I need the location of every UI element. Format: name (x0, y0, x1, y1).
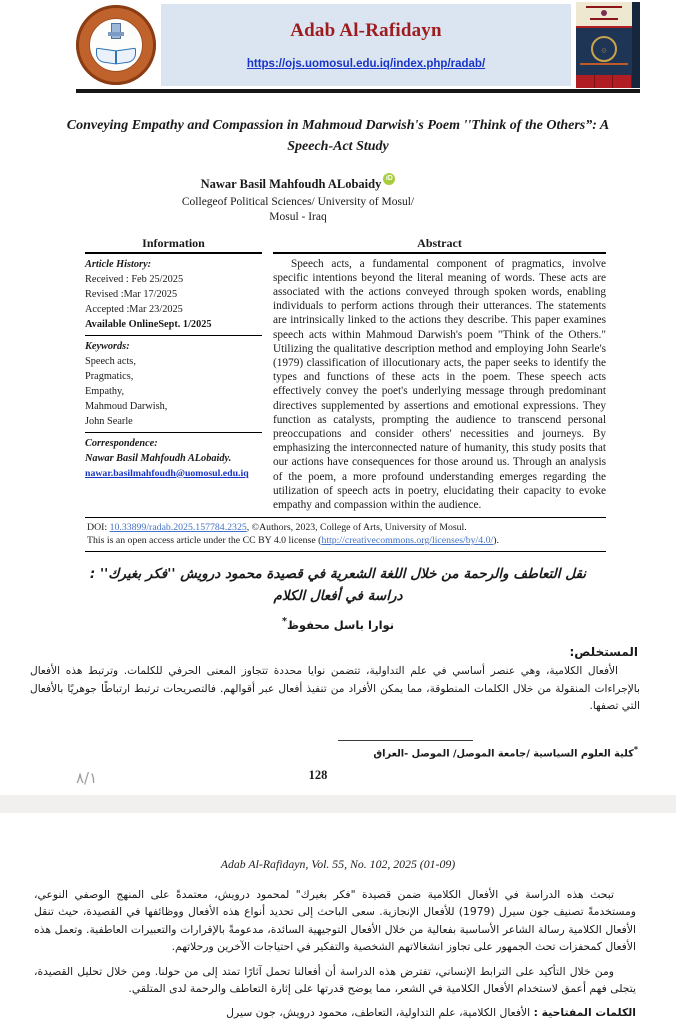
page-number: 128 (308, 767, 328, 782)
arabic-keywords-label: الكلمات المفتاحية : (533, 1005, 636, 1019)
arabic-calligraphy-medallion-icon: ۞ (591, 36, 617, 62)
keyword-item: Mahmoud Darwish, (85, 400, 168, 412)
license-line (87, 534, 604, 547)
license-suffix: ). (493, 535, 499, 547)
keyword-item: Speech acts, (85, 355, 136, 367)
cover-calligraphy-block (576, 28, 632, 75)
arabic-author-name: نوارا باسل محفوظ* (281, 616, 395, 633)
footnote-mark: * (633, 744, 638, 754)
viewer-page-indicator: ٨/١ (76, 769, 98, 787)
author-affiliation: Collegeof Political Sciences/ University of Mosul/ (181, 195, 415, 208)
abstract-heading: Abstract (273, 236, 606, 254)
abstract-text: Speech acts, a fundamental component of pragmatics, involve specific intentions beyond the literal meaning of words. These acts are associated with the actions conveyed through spoken words, enabling individuals to perform actions through their utterances. The statements are intrinsically linked to the actions they describe. This paper examines speech acts within Mahmoud Darwish's poem "Think of the Others." Utilizing the qualitative description method and employing John Searle's (1979) classification of illocutionary acts, the paper seeks to identify the types and functions of these acts in the poem. These speech acts effectively convey the poet's underlying message through predominant directives supplemented by assertions and emotional expressions. They function as catalysts, prompting the audience to transcend personal preoccupations and consider others' necessities and journeys. By emphasizing the interconnected nature of humanity, this study posits that our actions have consequences for those around us. Through an analysis of the poem, a more profound understanding emerges regarding the utilization of speech acts in poetry, elucidating their capacity to evoke empathy and compassion within the audience. (273, 257, 606, 512)
arabic-footnote: *كلية العلوم السياسية /جامعة الموصل/ الموصل -العراق (373, 744, 638, 759)
scanned-page-2 (0, 857, 676, 1024)
journal-cover-thumbnail-icon (576, 2, 640, 88)
author-name: Nawar Basil Mahfoudh ALobaidy (200, 177, 382, 191)
divider (85, 335, 262, 336)
open-book-icon (96, 47, 136, 63)
accepted-date: Accepted :Mar 23/2025 (85, 303, 183, 315)
doi-rest: , ©Authors, 2023, College of Arts, University of Mosul. (246, 522, 467, 534)
keywords-label: Keywords: (85, 340, 130, 352)
journal-url-link[interactable]: https://ojs.uomosul.edu.iq/index.php/radab/ (246, 58, 486, 70)
license-prefix: This is an open access article under the CC BY 4.0 license ( (87, 535, 322, 547)
received-date: Received : Feb 25/2025 (85, 273, 184, 285)
divider (85, 432, 262, 433)
journal-title: Adab Al-Rafidayn (290, 20, 442, 41)
keyword-item: John Searle (85, 415, 133, 427)
information-panel (85, 236, 262, 513)
correspondence-email-link[interactable]: nawar.basilmahfoudh@uomosul.edu.iq (85, 467, 249, 479)
abstract-panel (273, 236, 606, 513)
university-of-mosul-logo-icon (76, 5, 156, 85)
revised-date: Revised :Mar 17/2025 (85, 288, 178, 300)
information-heading: Information (85, 236, 262, 254)
correspondence-label: Correspondence: (85, 437, 158, 449)
cover-ministry-block (576, 2, 632, 28)
author-location: Mosul - Iraq (269, 211, 327, 224)
cover-spine (632, 2, 640, 88)
arabic-paragraph-1: تبحث هذه الدراسة في الأفعال الكلامية ضمن قصيدة "فكر بغيرك" لمحمود درويش، معتمدةً على المنهج الوصفي النوعي، ومستخدمةً تصنيف جون سيرل (1979) للأفعال الإنجازية. سعى الباحث إلى تحديد أنواع هذه الأفعال ووظائفها في القصيدة، حيث تنقل الأفعال الكلامية رسالة الشاعر الأساسية بفعالية من خلال الأفعال التوجيهية السائدة، مدعومةً بالإقرارات والتعبيرات العاطفية. وتعمل هذه الأفعال كمحفزات تحث الجمهور على تجاوز انشغالاتهم الشخصية والتفكير في احتياجات الآخرين ورحلاتهم. (34, 888, 636, 953)
keyword-item: Empathy, (85, 385, 125, 397)
journal-banner (161, 4, 571, 86)
arabic-abstract-label: المستخلص: (569, 645, 638, 660)
footnote-divider (338, 740, 473, 741)
arabic-keywords-line (34, 1006, 636, 1019)
doi-label: DOI: (87, 522, 110, 534)
cover-issue-band (576, 75, 632, 88)
arabic-title-line2: دراسة في أفعال الكلام (273, 587, 403, 604)
paper-title: Conveying Empathy and Compassion in Mahmoud Darwish's Poem ''Think of the Others”: A Speech-Act Study (66, 118, 610, 154)
arabic-title (40, 564, 636, 607)
arabic-abstract-text: الأفعال الكلامية، وهي عنصر أساسي في علم التداولية، تتضمن نوايا محددة تتجاوز المعنى الحرفي للكلمات. وترتبط هذه الأفعال بالإجراءات المنقولة من خلال الكلمات المنطوقة، مما يمكن الأفراد من تنفيذ أفعال عبر أقوالهم. فالتصريحات ترتبط ارتباطًا جوهريًا بالأفعال التي تصفها. (30, 665, 640, 713)
front-matter-columns (85, 236, 606, 513)
arabic-keywords-text: الأفعال الكلامية، علم التداولية، التعاطف، محمود درويش، جون سيرل (226, 1005, 534, 1019)
doi-link[interactable]: 10.33899/radab.2025.157784.2325 (109, 522, 247, 534)
page-separator-band (0, 795, 676, 813)
available-online-date: Available OnlineSept. 1/2025 (85, 318, 212, 330)
author-block (88, 173, 508, 226)
doi-line (87, 521, 604, 534)
running-head: Adab Al-Rafidayn, Vol. 55, No. 102, 2025 (01-09) (220, 857, 456, 871)
license-link[interactable]: http://creativecommons.org/licenses/by/4.0/ (321, 535, 494, 547)
orcid-icon[interactable]: iD (383, 173, 395, 185)
minaret-icon (111, 23, 121, 39)
arabic-paragraph-2: ومن خلال التأكيد على الترابط الإنساني، تفترض هذه الدراسة أن أفعالنا تحمل آثارًا تمتد إلى من حولنا. ومن خلال تحليل القصيدة، يتجلى فهم أعمق لاستخدام الأفعال الكلامية في الشعر، مما يوضح قدرتها على إثارة التعاطف والرحمة لدى المتلقي. (34, 965, 636, 996)
article-history-label: Article History: (85, 258, 152, 270)
logo-inner-emblem (89, 18, 143, 72)
author-footnote-mark: * (281, 616, 287, 628)
keyword-item: Pragmatics, (85, 370, 134, 382)
arabic-title-line1: نقل التعاطف والرحمة من خلال اللغة الشعرية في قصيدة محمود درويش ''فكر بغيرك'' : (89, 566, 587, 583)
scanned-page-1 (0, 3, 676, 795)
correspondence-name: Nawar Basil Mahfoudh ALobaidy. (85, 452, 232, 464)
doi-license-block (85, 517, 606, 552)
journal-header (76, 3, 640, 93)
